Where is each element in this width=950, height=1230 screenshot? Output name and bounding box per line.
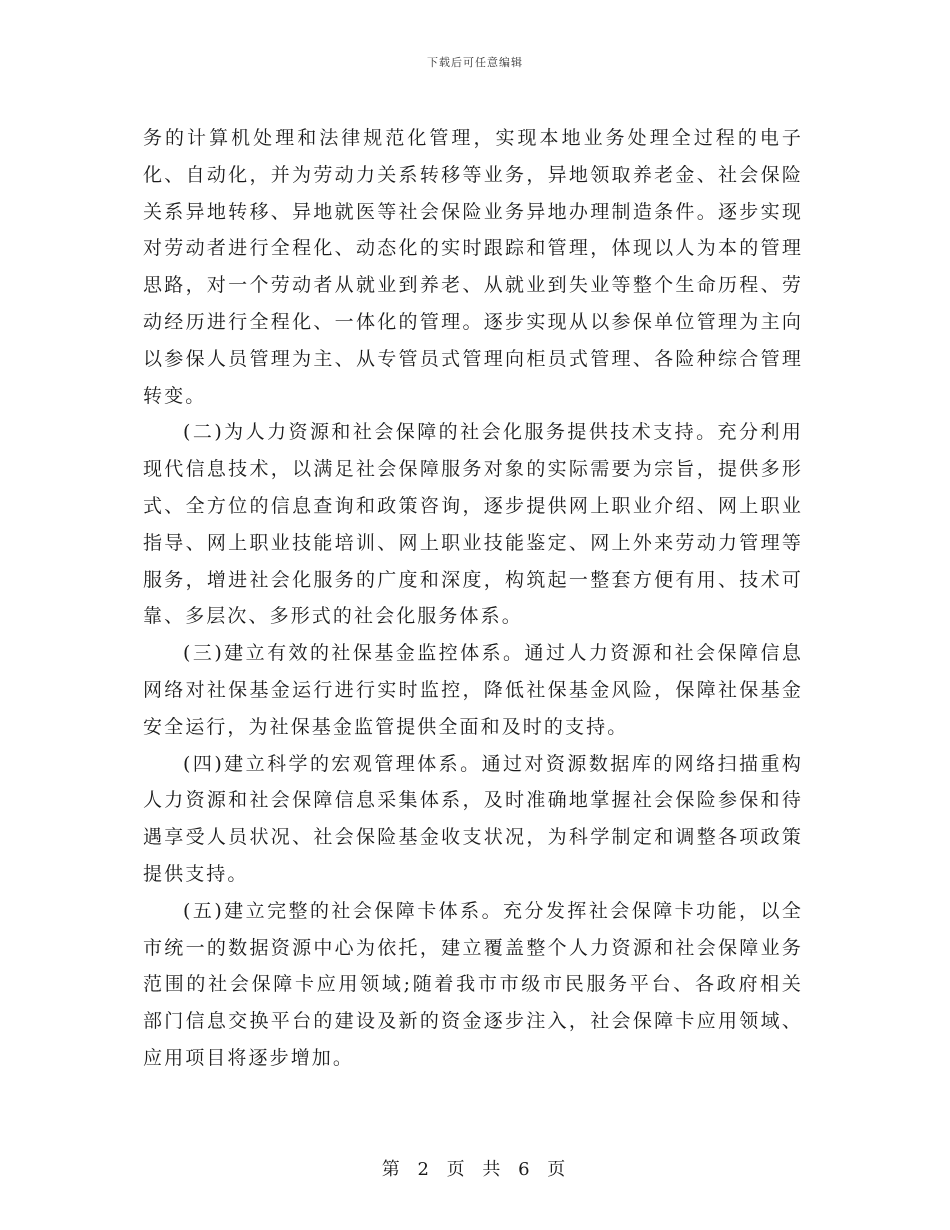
paragraph-section-3: (三)建立有效的社保基金监控体系。通过人力资源和社会保障信息网络对社保基金运行进行实时监控，降低社保基金风险，保障社保基金安全运行，为社保基金监管提供全面和及时的支持。	[143, 642, 803, 738]
footer-prefix: 第	[381, 1159, 403, 1180]
paragraph-continued: 务的计算机处理和法律规范化管理，实现本地业务处理全过程的电子化、自动化，并为劳动力关系转移等业务，异地领取养老金、社会保险关系异地转移、异地就医等社会保险业务异地办理制造条件。逐步实现对劳动者进行全程化、动态化的实时跟踪和管理，体现以人为本的管理思路，对一个劳动者从就业到养老、从就业到失业等整个生命历程、劳动经历进行全程化、一体化的管理。逐步实现从以参保单位管理为主向以参保人员管理为主、从专管员式管理向柜员式管理、各险种综合管理转变。	[143, 127, 803, 407]
footer-total-pages: 6	[518, 1159, 533, 1180]
paragraph-section-4: (四)建立科学的宏观管理体系。通过对资源数据库的网络扫描重构人力资源和社会保障信息采集体系，及时准确地掌握社会保险参保和待遇享受人员状况、社会保险基金收支状况，为科学制定和调整各项政策提供支持。	[143, 752, 803, 885]
footer-page-number: 2	[417, 1159, 432, 1180]
paragraph-section-5: (五)建立完整的社会保障卡体系。充分发挥社会保障卡功能，以全市统一的数据资源中心为依托，建立覆盖整个人力资源和社会保障业务范围的社会保障卡应用领域;随着我市市级市民服务平台、各政府相关部门信息交换平台的建设及新的资金逐步注入，社会保障卡应用领域、应用项目将逐步增加。	[143, 899, 803, 1069]
footer-total-label: 共	[482, 1159, 504, 1180]
footer-suffix: 页	[547, 1159, 569, 1180]
paragraph-section-2: (二)为人力资源和社会保障的社会化服务提供技术支持。充分利用现代信息技术，以满足社会保障服务对象的实际需要为宗旨，提供多形式、全方位的信息查询和政策咨询，逐步提供网上职业介绍、网上职业指导、网上职业技能培训、网上职业技能鉴定、网上外来劳动力管理等服务，增进社会化服务的广度和深度，构筑起一整套方便有用、技术可靠、多层次、多形式的社会化服务体系。	[143, 421, 803, 628]
page-footer	[0, 1155, 950, 1181]
footer-page-label: 页	[446, 1159, 468, 1180]
document-body	[143, 120, 803, 1077]
page-header: 下载后可任意编辑	[427, 56, 523, 69]
